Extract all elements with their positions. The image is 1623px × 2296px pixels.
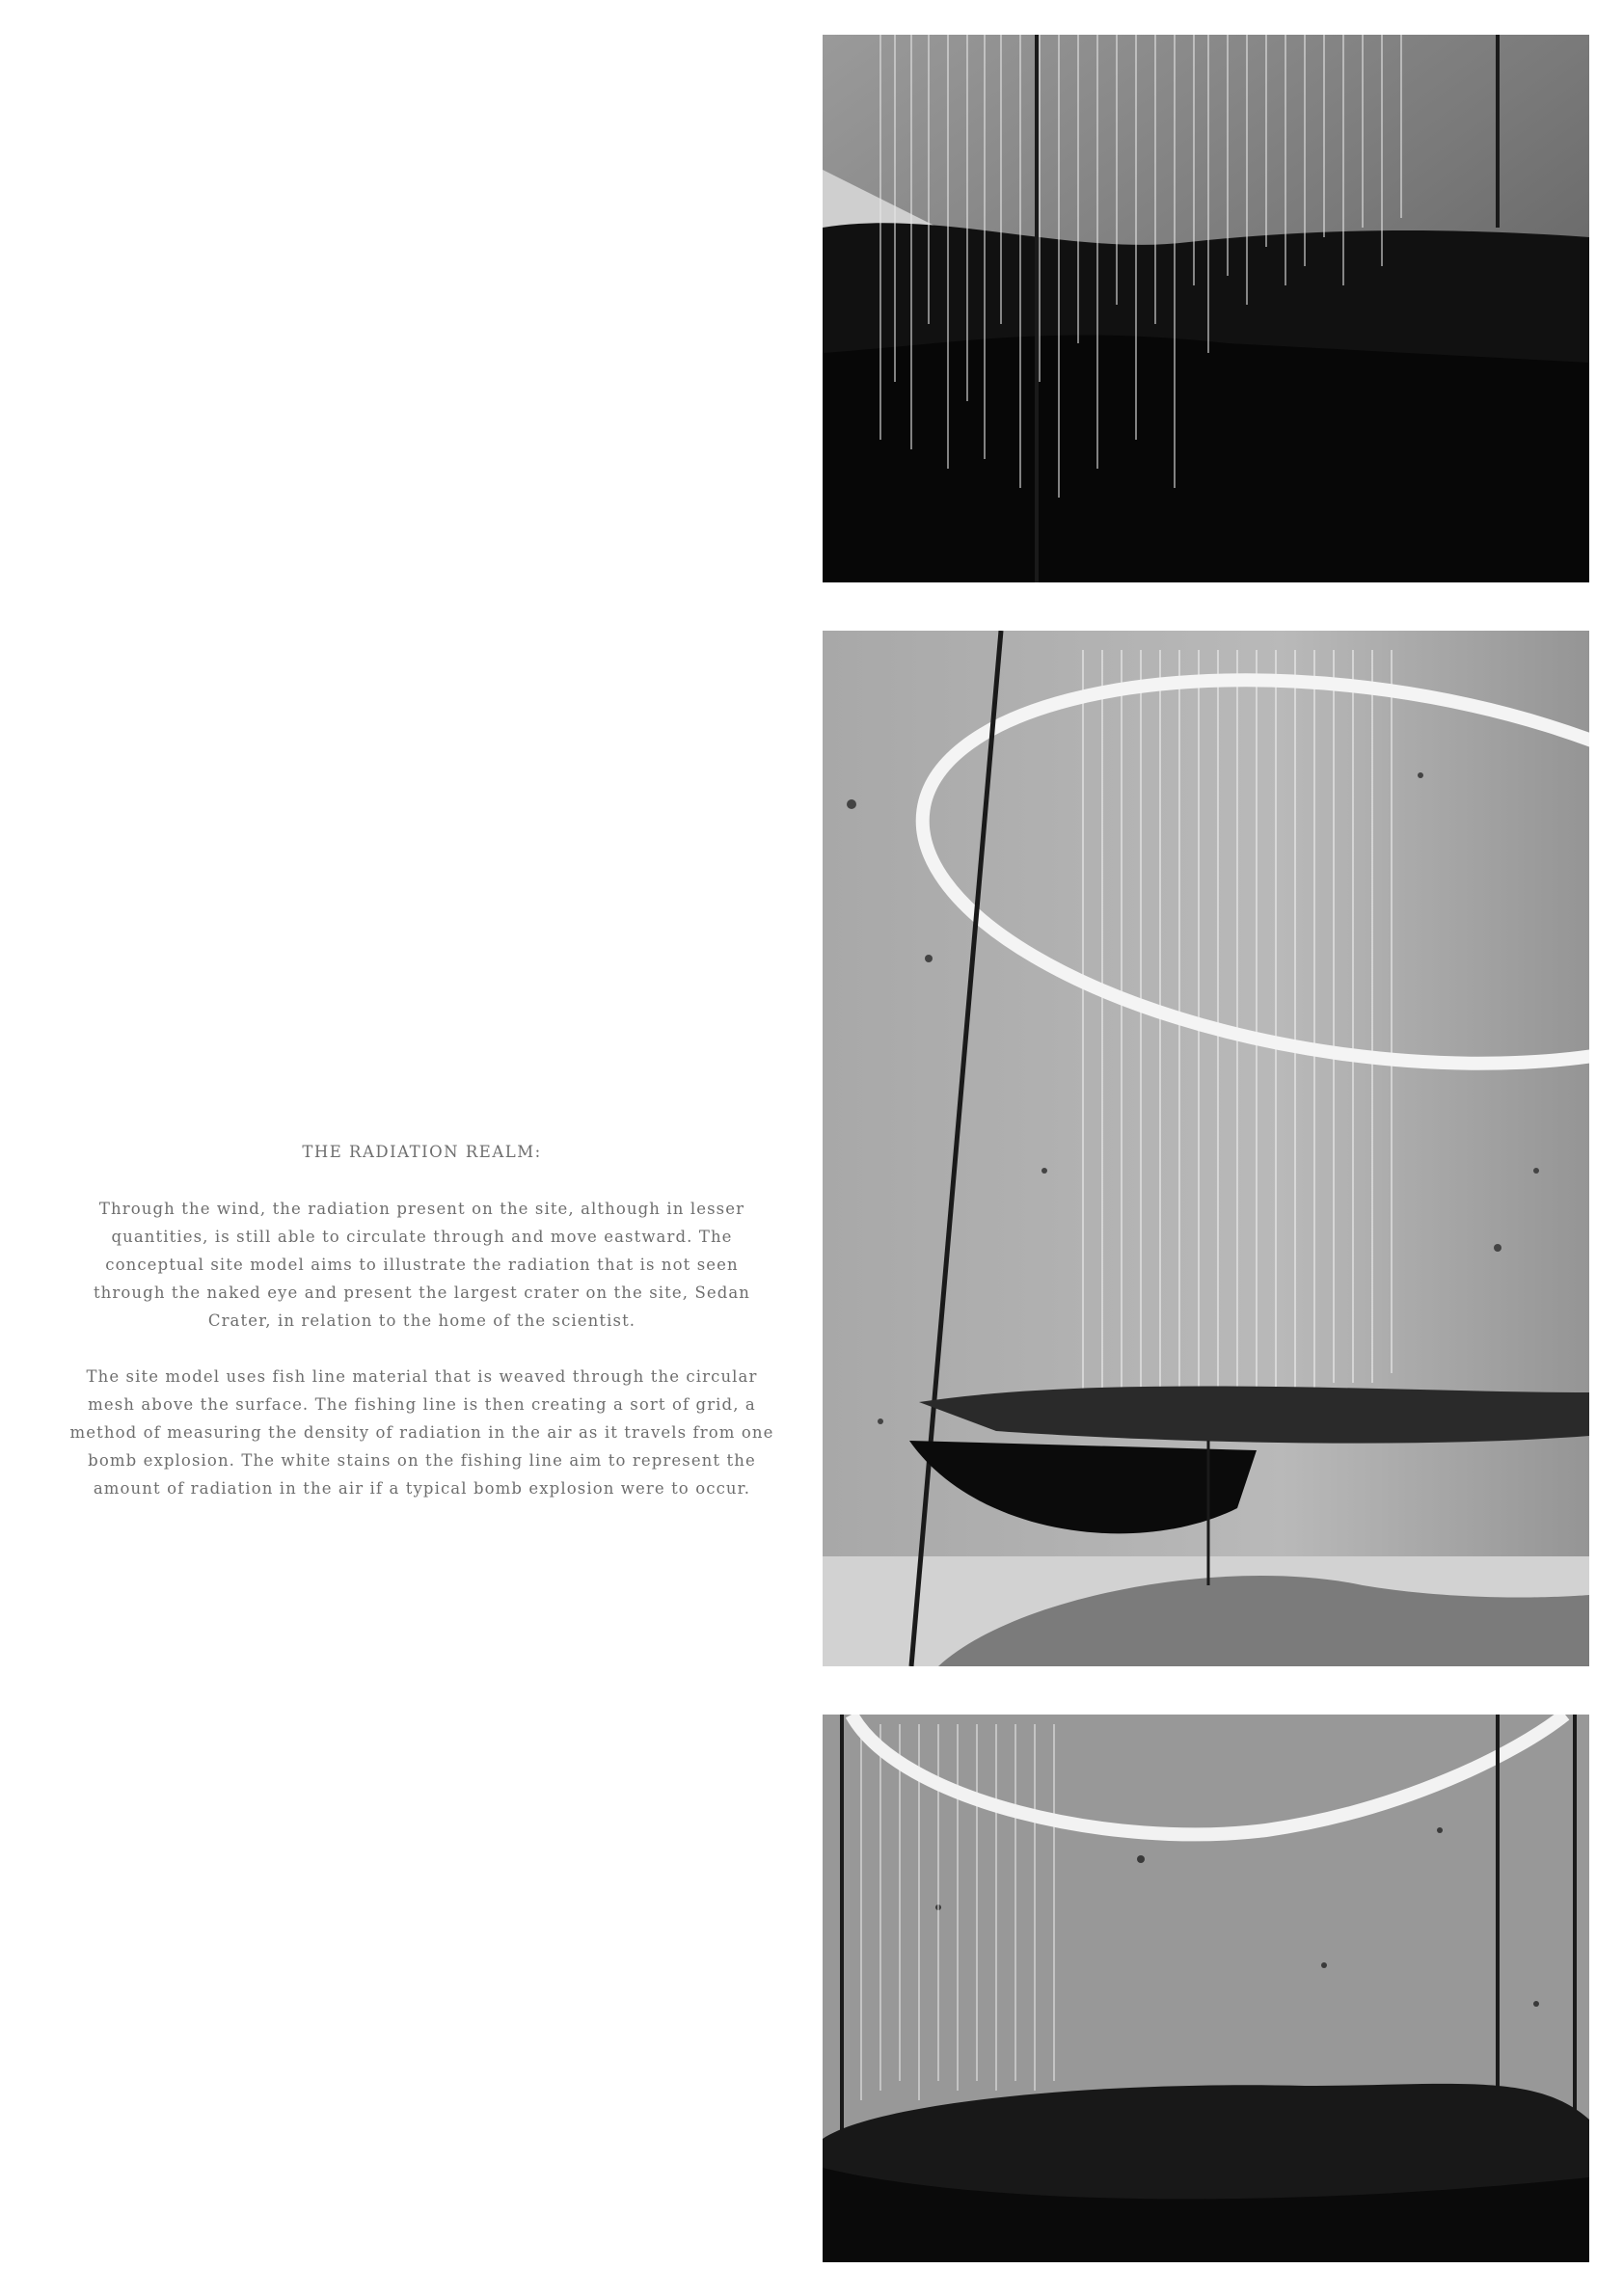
site-model-photo-slab	[823, 1715, 1589, 2262]
paragraph-site-model: The site model uses fish line material that is weaved through the circular mesh above the surface. The fishing line is then creating a sort of grid, a method of measuring the density of radiation in the air as it travels from one bomb explosion. The white stains on the fishing line aim to represent the amount of radiation in the air if a typical bomb explosion were to occur.	[69, 1367, 774, 1498]
site-model-photo-crater	[823, 35, 1589, 582]
section-title: THE RADIATION REALM:	[302, 1143, 542, 1161]
paragraph-wind: Through the wind, the radiation present on the site, although in lesser quantities, is still able to circulate through and move eastward. The conceptual site model aims to illustrate the radiation that is not seen through the naked eye and present the largest crater on the site, Sedan Crater, in relation to the home of the scientist.	[93, 1200, 751, 1330]
description-block	[68, 1143, 776, 1530]
site-model-photo-ring	[823, 631, 1589, 1666]
